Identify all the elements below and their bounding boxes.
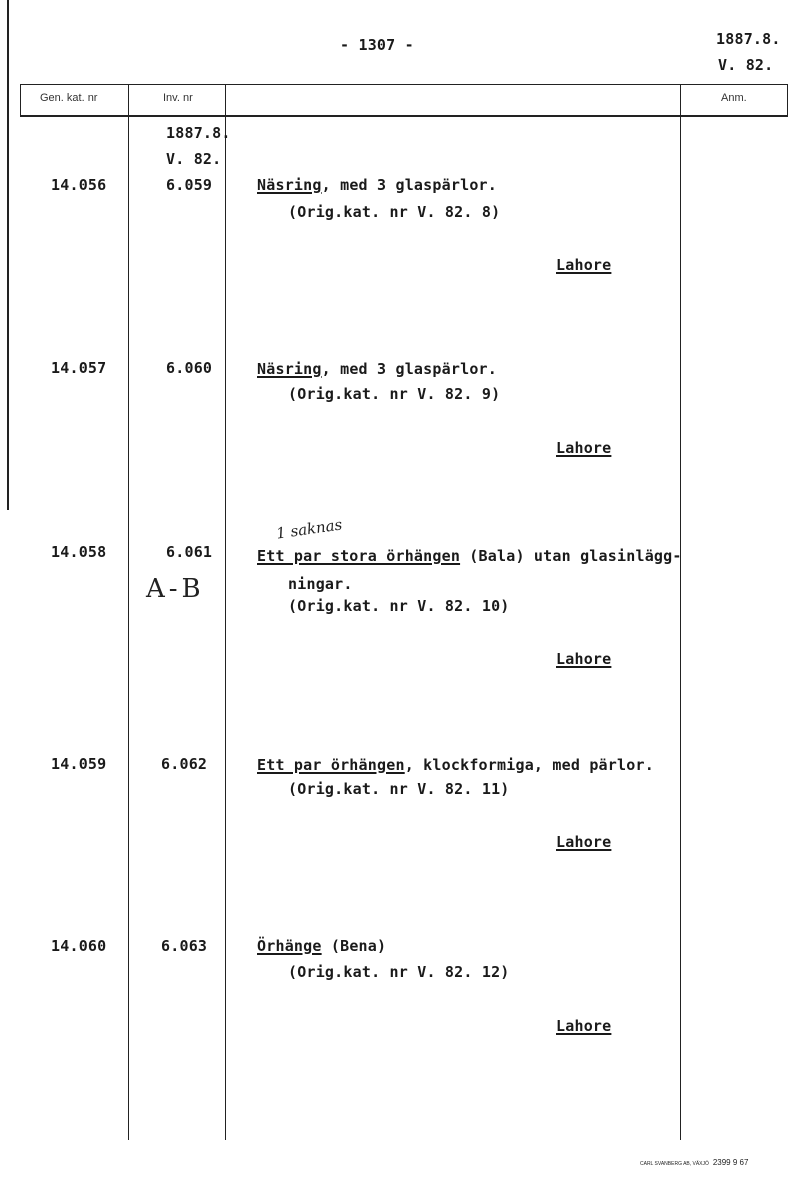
inv-number: 6.061 (166, 543, 213, 561)
inv-number: 6.059 (166, 176, 213, 194)
entry-text: , med 3 glaspärlor. (321, 360, 498, 378)
reference-line-1: 1887.8. (716, 30, 781, 48)
entry-description (257, 756, 654, 774)
entry-text: , med 3 glaspärlor. (321, 176, 498, 194)
footer-imprint (640, 1158, 748, 1167)
entry-description (257, 176, 497, 194)
col-divider-text-anm (680, 84, 681, 1140)
form-code: 2399 9 67 (712, 1158, 749, 1167)
entry-text-continuation: ningar. (288, 575, 353, 593)
gen-kat-number: 14.057 (51, 359, 107, 377)
orig-kat-reference: (Orig.kat. nr V. 82. 12) (288, 963, 510, 981)
inv-number: 6.062 (161, 755, 208, 773)
entry-title: Näsring (257, 176, 322, 194)
table-right-border (787, 84, 788, 116)
gen-kat-number: 14.056 (51, 176, 107, 194)
orig-kat-reference: (Orig.kat. nr V. 82. 9) (288, 385, 501, 403)
gen-kat-number: 14.060 (51, 937, 107, 955)
gen-kat-number: 14.058 (51, 543, 107, 561)
inv-number: 6.060 (166, 359, 213, 377)
entry-description (257, 937, 386, 955)
page-number: - 1307 - (340, 36, 414, 54)
reference-line-2: V. 82. (718, 56, 774, 74)
inv-header-line-1: 1887.8. (166, 124, 231, 142)
col-divider-inv-text (225, 84, 226, 1140)
col-divider-gen-inv (128, 84, 129, 1140)
place-label: Lahore (556, 256, 612, 274)
column-header-inv: Inv. nr (163, 92, 193, 104)
gen-kat-number: 14.059 (51, 755, 107, 773)
printer-name: CARL SVANBERG AB, VÄXJÖ (640, 1161, 709, 1167)
handwritten-inv-suffix: A-B (146, 574, 205, 604)
table-top-border (20, 84, 788, 85)
column-header-anm: Anm. (721, 92, 747, 104)
entry-description (257, 360, 497, 378)
binding-edge-line (7, 0, 9, 510)
entry-title: Ett par stora örhängen (257, 547, 461, 565)
orig-kat-reference: (Orig.kat. nr V. 82. 10) (288, 597, 510, 615)
entry-text: (Bala) utan glasinlägg- (460, 547, 682, 565)
place-label: Lahore (556, 650, 612, 668)
table-left-border (20, 84, 21, 116)
handwritten-note: 1 saknas (275, 515, 344, 543)
entry-title: Näsring (257, 360, 322, 378)
inv-header-line-2: V. 82. (166, 150, 222, 168)
entry-title: Örhänge (257, 937, 322, 955)
table-header-border (20, 115, 788, 117)
place-label: Lahore (556, 833, 612, 851)
orig-kat-reference: (Orig.kat. nr V. 82. 11) (288, 780, 510, 798)
column-header-gen-kat: Gen. kat. nr (40, 92, 98, 104)
entry-text: , klockformiga, med pärlor. (404, 756, 654, 774)
inv-number: 6.063 (161, 937, 208, 955)
entry-description (257, 547, 682, 565)
entry-title: Ett par örhängen (257, 756, 405, 774)
orig-kat-reference: (Orig.kat. nr V. 82. 8) (288, 203, 501, 221)
entry-text: (Bena) (321, 937, 387, 955)
place-label: Lahore (556, 1017, 612, 1035)
place-label: Lahore (556, 439, 612, 457)
